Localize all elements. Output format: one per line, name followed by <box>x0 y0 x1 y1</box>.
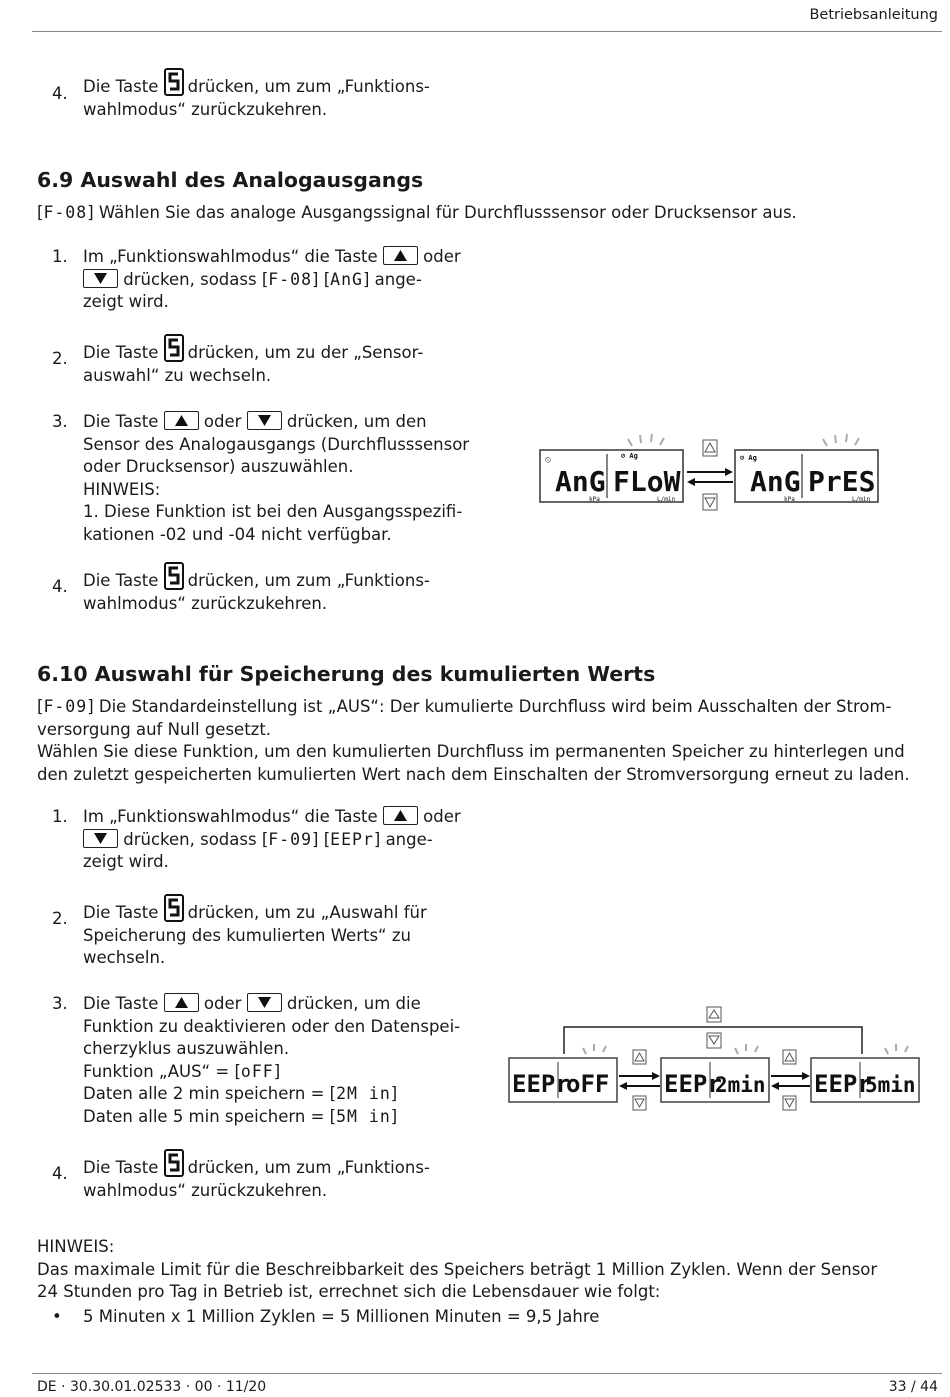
up-key-icon <box>164 993 199 1012</box>
step-text: Die Taste drücken, um zum „Funktions- wahlmodus“ zurückzukehren. <box>83 1149 430 1202</box>
display-right-text: 5min <box>865 1073 916 1097</box>
s-key-icon <box>164 68 184 96</box>
up-key-icon <box>164 411 199 430</box>
step-number: 1. <box>52 247 68 266</box>
svg-text:⊘ Ag: ⊘ Ag <box>621 452 638 460</box>
step-text: Die Taste oder drücken, um die Funktion zu deaktivieren oder den Datenspei- cherzyklus auszuwählen. Funktion „AUS“ = [oFF] Daten alle 2 min speichern = [2M in] Daten alle 5 min speichern = [5M in] <box>83 994 461 1126</box>
step-text: Im „Funktionswahlmodus“ die Taste oder drücken, sodass [F-08] [AnG] ange- zeigt wird. <box>83 247 461 311</box>
svg-text:L/min: L/min <box>852 496 871 503</box>
display-right-text: 2min <box>715 1073 766 1097</box>
down-key-icon <box>247 993 282 1012</box>
svg-text:kPa: kPa <box>589 496 600 503</box>
step-text: Die Taste drücken, um zu der „Sensor- auswahl“ zu wechseln. <box>83 334 423 387</box>
step-number: 4. <box>52 577 68 596</box>
header-divider <box>32 31 942 32</box>
svg-text:⊘ Ag: ⊘ Ag <box>740 454 757 462</box>
section-intro-6-10: [F-09] Die Standardeinstellung ist „AUS“: Der kumulierte Durchfluss wird beim Ausschalten der Strom- versorgung auf Null gesetzt. Wählen Sie diese Funktion, um den kumulierten Durchfluss im permanenten Speicher zu hinterlegen und den zuletzt gespeicherten kumulierten Wert nach dem Einschalten der Stromversorgung erneut zu laden. <box>37 697 910 784</box>
step-number: 1. <box>52 807 68 826</box>
display-left-text: EEPr <box>664 1070 722 1098</box>
step-number: 2. <box>52 349 68 368</box>
down-key-icon <box>83 269 118 288</box>
footer-doc-id: DE · 30.30.01.02533 · 00 · 11/20 <box>37 1379 267 1395</box>
display-right-text: oFF <box>566 1070 610 1098</box>
section-heading-6-9: 6.9 Auswahl des Analogausgangs <box>37 168 424 192</box>
s-key-icon <box>164 894 184 922</box>
step-number: 2. <box>52 909 68 928</box>
note-bullet-text: 5 Minuten x 1 Million Zyklen = 5 Millionen Minuten = 9,5 Jahre <box>83 1307 600 1326</box>
display-left-text: EEPr <box>512 1070 570 1098</box>
note-block: HINWEIS: Das maximale Limit für die Beschreibbarkeit des Speichers beträgt 1 Million Zyklen. Wenn der Sensor 24 Stunden pro Tag in Betrieb ist, errechnet sich die Lebensdauer wie folgt: <box>37 1236 937 1304</box>
step-text: Die Taste drücken, um zu „Auswahl für Speicherung des kumulierten Werts“ zu wechseln. <box>83 894 427 970</box>
memory-storage-display-diagram <box>506 1004 926 1116</box>
step-text: Die Taste oder drücken, um den Sensor des Analogausgangs (Durchflusssensor oder Drucksensor) auszuwählen. HINWEIS: 1. Diese Funktion ist bei den Ausgangsspezifi- kationen -02 und -04 nicht verfügbar. <box>83 412 470 544</box>
s-key-icon <box>164 334 184 362</box>
step-number: 4. <box>52 84 68 103</box>
svg-text:⦸: ⦸ <box>545 455 551 465</box>
display-right-text: PrES <box>808 465 876 498</box>
footer-page-number: 33 / 44 <box>888 1379 938 1395</box>
s-key-icon <box>164 1149 184 1177</box>
section-heading-6-10: 6.10 Auswahl für Speicherung des kumulierten Werts <box>37 662 656 686</box>
svg-text:kPa: kPa <box>784 496 795 503</box>
note-title: HINWEIS: <box>37 1237 115 1256</box>
step-number: 3. <box>52 994 68 1013</box>
display-left-text: AnG <box>555 465 606 498</box>
step-text: Die Taste drücken, um zum „Funktions- wahlmodus“ zurückzukehren. <box>83 68 430 121</box>
display-right-text: FLoW <box>613 465 681 498</box>
display-left-text: AnG <box>750 465 801 498</box>
display-left-text: EEPr <box>814 1070 872 1098</box>
up-key-icon <box>383 246 418 265</box>
step-text: Im „Funktionswahlmodus“ die Taste oder drücken, sodass [F-09] [EEPr] ange- zeigt wird. <box>83 807 461 871</box>
header-title: Betriebsanleitung <box>809 7 938 23</box>
down-key-icon <box>83 829 118 848</box>
section-intro-6-9: [F-08] Wählen Sie das analoge Ausgangssignal für Durchflusssensor oder Drucksensor aus. <box>37 203 797 222</box>
step-number: 4. <box>52 1164 68 1183</box>
step-number: 3. <box>52 412 68 431</box>
bullet-dot: • <box>52 1307 62 1326</box>
s-key-icon <box>164 562 184 590</box>
up-key-icon <box>383 806 418 825</box>
analog-output-display-diagram <box>537 430 905 520</box>
footer-divider <box>32 1373 942 1374</box>
step-text: Die Taste drücken, um zum „Funktions- wahlmodus“ zurückzukehren. <box>83 562 430 615</box>
down-key-icon <box>247 411 282 430</box>
svg-text:L/min: L/min <box>657 496 676 503</box>
